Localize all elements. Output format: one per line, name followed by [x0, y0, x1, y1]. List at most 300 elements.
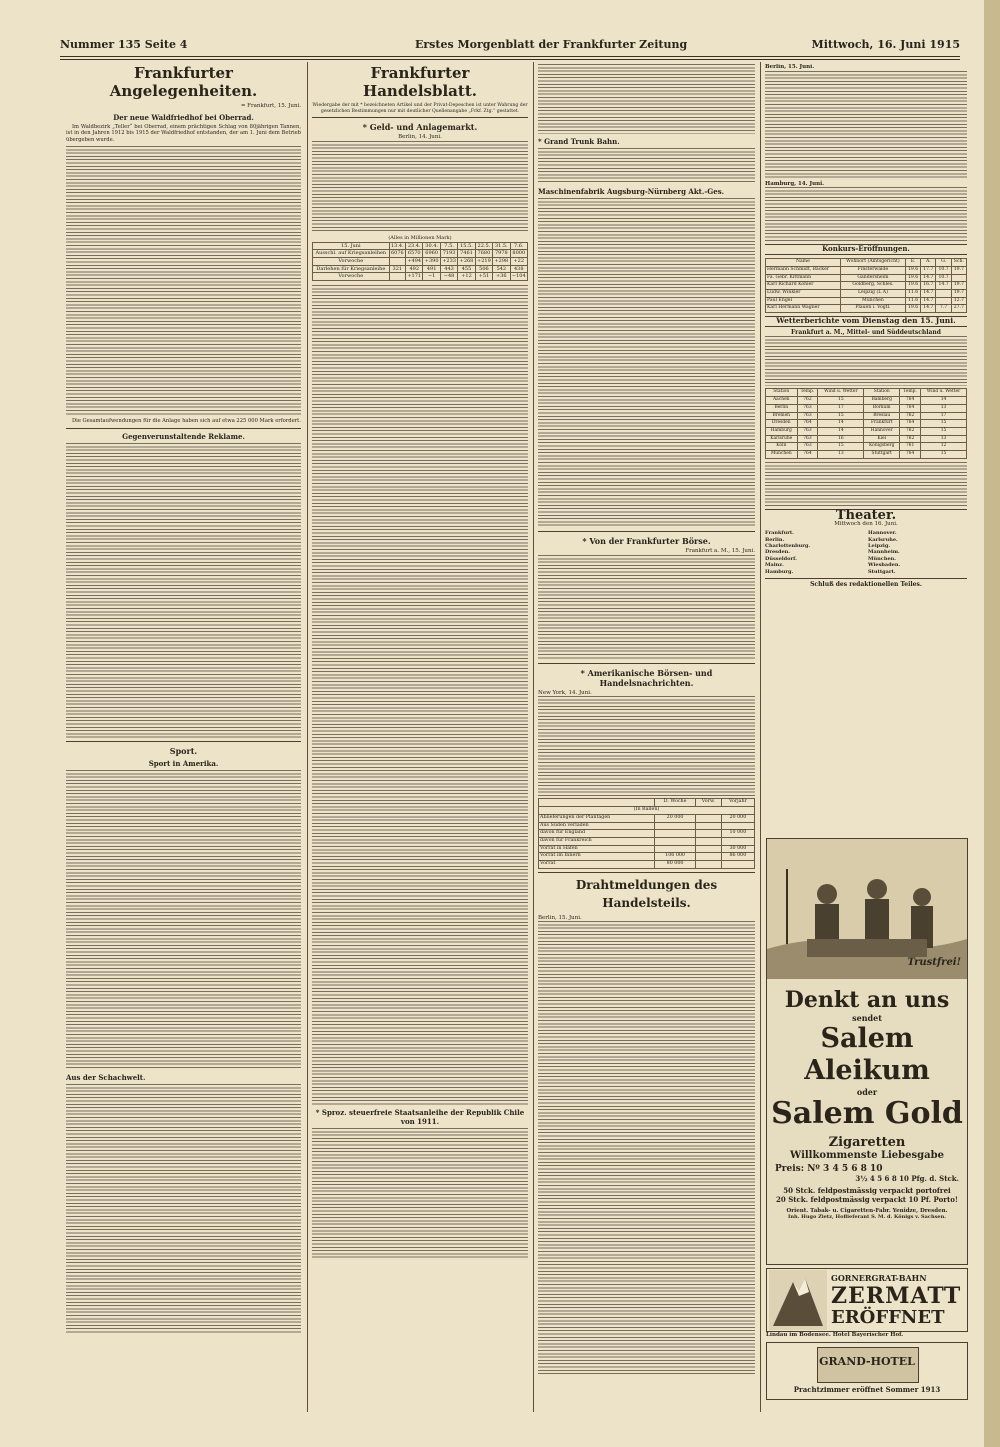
table-cell: 17: [818, 404, 864, 412]
trustfrei-tag: Trustfrei!: [907, 957, 961, 968]
column-trade: [538, 64, 755, 1409]
table-cell: 321: [389, 265, 405, 273]
table-cell: 11.6: [906, 289, 921, 297]
table-cell: Karl Richard Köhler: [766, 282, 841, 290]
theater-city: Hannover.: [868, 530, 897, 537]
hotel-name: GRAND-HOTEL: [819, 1355, 915, 1368]
table-cell: [696, 861, 722, 869]
table-row: [313, 258, 528, 266]
table-cell: 12: [920, 443, 966, 451]
table-header-cell: E.: [906, 259, 921, 267]
table-cell: [655, 837, 696, 845]
zermatt-line2: ZERMATT: [831, 1283, 962, 1309]
table-cell: [721, 861, 754, 869]
table-cell: 764: [900, 420, 921, 428]
weather-table: [765, 388, 967, 458]
table-cell: +171: [407, 273, 422, 280]
table-header-cell: 31.5.: [493, 242, 510, 250]
table-cell: [696, 845, 722, 853]
table-header-cell: Wohnort (Amtsgericht): [840, 259, 905, 267]
table-row: [539, 837, 755, 845]
table-cell: 30 000: [721, 845, 754, 853]
table-cell: Hermann Schmidt, Bäcker: [766, 266, 841, 274]
ad-brand-aleikum: Salem Aleikum: [804, 1023, 930, 1086]
body-text: [765, 187, 967, 241]
table-cell: 106 000: [655, 853, 696, 861]
section-title-sport: Sport.: [169, 745, 198, 756]
table-cell: 506: [475, 265, 492, 273]
header-masthead: Erstes Morgenblatt der Frankfurter Zeitung: [415, 38, 688, 51]
table-cell: Goldberg, Schles.: [840, 282, 905, 290]
table-cell: 764: [900, 404, 921, 412]
table-cell: 7.7: [936, 305, 951, 313]
article-title-schach: Aus der Schachwelt.: [66, 1072, 146, 1082]
ad-brand-gold: Salem Gold: [771, 1096, 963, 1131]
table-cell: Ludw. Winkler: [766, 289, 841, 297]
table-header-cell: 22.5.: [475, 242, 492, 250]
table-cell: Gandersheim: [840, 274, 905, 282]
end-editorial-notice: Schluß des redaktionellen Teiles.: [810, 581, 922, 589]
body-text: [538, 696, 755, 796]
column-handelsblatt: [312, 64, 528, 1409]
table-cell: 86 000: [721, 853, 754, 861]
table-row: [766, 427, 967, 435]
table-cell: −104: [511, 273, 526, 280]
cotton-table: [538, 798, 755, 868]
table-cell: 16: [818, 435, 864, 443]
table-cell: davon für England: [539, 830, 655, 838]
section-title-geldmarkt: * Geld- und Anlagemarkt.: [362, 122, 478, 133]
body-text: [538, 148, 755, 184]
table-cell: 6960: [423, 250, 440, 258]
table-cell: [936, 297, 951, 305]
table-header-cell: Vorw.: [696, 799, 722, 807]
salem-cigarette-ad: [766, 838, 968, 1265]
table-row: [766, 274, 967, 282]
table-cell: 17.7: [921, 266, 936, 274]
table-header-cell: 15.5.: [458, 242, 475, 250]
table-cell: [389, 273, 405, 281]
table-cell: 14.7: [921, 297, 936, 305]
dateline: Hamburg, 14. Juni.: [765, 180, 825, 187]
table-cell: 764: [900, 451, 921, 459]
table-cell: 27.7: [951, 305, 966, 313]
table-cell: 19.6: [906, 266, 921, 274]
table-cell: 438: [510, 265, 527, 273]
table-header-cell: G.: [936, 259, 951, 267]
table-cell: 19.6: [906, 282, 921, 290]
article-title-grand-trunk: * Grand Trunk Bahn.: [538, 137, 620, 146]
table-cell: Vorrat in Häfen: [539, 845, 655, 853]
table-cell: 11.6: [906, 297, 921, 305]
table-row: [766, 451, 967, 459]
table-cell: +36: [493, 273, 510, 281]
table-cell: Paul Engel: [766, 297, 841, 305]
body-text: [312, 1128, 528, 1258]
column-markets: [765, 64, 967, 834]
table-cell: 764: [797, 451, 818, 459]
konkurs-table: [765, 258, 967, 313]
table-cell: 7680: [475, 250, 492, 258]
table-header-cell: [539, 799, 655, 807]
ad-slogan: Willkommenste Liebesgabe: [790, 1150, 944, 1161]
table-row: [313, 265, 528, 273]
table-cell: 19.6: [906, 305, 921, 313]
section-title-handelsblatt: Frankfurter Handelsblatt.: [363, 64, 477, 100]
table-cell: 764: [900, 397, 921, 405]
table-header-cell: Temp.: [900, 389, 921, 397]
table-cell: Finsterwalde: [840, 266, 905, 274]
table-cell: Vorwoche: [313, 273, 390, 281]
ad-subline: sendet: [852, 1013, 882, 1023]
body-text: [66, 443, 301, 738]
theater-city: Düsseldorf.: [765, 555, 797, 562]
table-row: [766, 289, 967, 297]
table-header-cell: Sch.: [951, 259, 966, 267]
zermatt-line1: GORNERGRAT-BAHN: [831, 1273, 927, 1283]
article-title-waldfriedhof: Der neue Waldfriedhof bei Oberrad.: [113, 112, 254, 122]
body-text: [765, 71, 967, 179]
header-issue: Nummer 135 Seite 4: [60, 38, 188, 51]
table-header-cell: 13.4.: [390, 242, 404, 249]
table-cell: Hamburg: [766, 427, 798, 435]
ad-price-block: [775, 1164, 959, 1183]
section-title-weather: Wetterberichte vom Dienstag den 15. Juni.: [765, 316, 967, 327]
divider: [538, 872, 755, 873]
article-title-man: Maschinenfabrik Augsburg-Nürnberg Akt.-Ges.: [538, 187, 725, 196]
matterhorn-icon: [769, 1270, 827, 1330]
table-cell: 19.6: [906, 274, 921, 282]
table-cell: 764: [797, 420, 818, 428]
section-title-drahtmeldungen: Drahtmeldungen des Handelsteils.: [575, 877, 718, 910]
section-title-amerika: * Amerikanische Börsen- und Handelsnachrichten.: [580, 667, 713, 688]
table-cell: Vorrat im Innern: [539, 853, 655, 861]
table-row: [766, 305, 967, 313]
table-row: [313, 273, 528, 281]
table-cell: Plauen i. Vogtl.: [840, 305, 905, 313]
body-text: [538, 555, 755, 660]
divider: [66, 741, 301, 742]
table-header-cell: Wind u. Wetter: [818, 389, 864, 397]
table-cell: [696, 853, 722, 861]
table-cell: 14.7: [921, 274, 936, 282]
table-header-cell: 7.5.: [440, 242, 457, 250]
table-row: [539, 822, 755, 830]
price-label: Preis:: [775, 1164, 805, 1174]
table-cell: [696, 814, 722, 822]
table-cell: Köln: [766, 443, 798, 451]
table-cell: Borkum: [864, 404, 900, 412]
price-pf: 3½ 4 5 6 8 10 Pfg. d. Stck.: [855, 1174, 959, 1183]
table-cell: 763: [797, 404, 818, 412]
price-numbers: Nº 3 4 5 6 8 10: [807, 1164, 883, 1174]
table-header-cell: 15. Juni: [313, 242, 390, 250]
table-cell: 15: [920, 451, 966, 459]
table-row: [766, 397, 967, 405]
table-cell: 7193: [440, 250, 457, 258]
table-cell: 14: [920, 397, 966, 405]
table-row: [766, 282, 967, 290]
table-row: [766, 435, 967, 443]
table-cell: 13: [920, 404, 966, 412]
table-cell: 763: [797, 435, 818, 443]
ad-headline: Denkt an uns: [784, 987, 950, 1013]
table-cell: [655, 822, 696, 830]
table-cell: Aachen: [766, 397, 798, 405]
table-cell: Aus Süden verladen: [539, 822, 655, 830]
table-header-cell: 7.6.: [510, 242, 527, 250]
section-title-theater: Theater.: [835, 507, 897, 523]
table-cell: 19.7: [951, 282, 966, 290]
table-cell: 19.7: [951, 266, 966, 274]
table-cell: −1: [423, 273, 440, 281]
table-cell: Bamberg: [864, 397, 900, 405]
table-cell: Bremen: [766, 412, 798, 420]
table-cell: 761: [900, 443, 921, 451]
table-cell: Ablieferungen der Plantagen: [539, 814, 655, 822]
table-row: [766, 297, 967, 305]
table-cell: München: [840, 297, 905, 305]
theater-city: Mainz.: [765, 562, 784, 569]
body-text: [765, 336, 967, 386]
table-cell: +219: [477, 258, 491, 264]
table-header-cell: 30.4.: [423, 242, 440, 250]
table-cell: 7978: [493, 250, 510, 258]
dateline: Berlin, 15. Juni.: [538, 914, 582, 921]
table-header-cell: D. Woche: [655, 799, 696, 807]
table-cell: 20 000: [721, 814, 754, 822]
theater-city: Frankfurt.: [765, 530, 794, 537]
table-cell: 10.7: [936, 266, 951, 274]
table-cell: 20 000: [655, 814, 696, 822]
table-cell: davon für Frankreich: [539, 837, 655, 845]
table-cell: −48: [440, 273, 457, 281]
zermatt-line3: ERÖFFNET: [831, 1307, 945, 1328]
table-cell: 443: [440, 265, 457, 273]
theater-city: Hamburg.: [765, 568, 794, 575]
weather-subtitle: Frankfurt a. M., Mittel- und Süddeutschland: [791, 328, 941, 336]
table-cell: 15: [818, 397, 864, 405]
theater-city: Charlottenburg.: [765, 542, 811, 549]
header-rule-2: [60, 59, 960, 60]
divider: [312, 117, 528, 118]
table-cell: 16.7: [921, 282, 936, 290]
reprint-notice: Wiedergabe der mit * bezeichneten Artikel und der Privat-Depeschen ist unter Wahrung der gesetzlichen Bestimmungen nur mit deutlicher Quellenangabe „Frkf. Ztg.“ gestattet.: [312, 103, 528, 114]
table-cell: Fa. Gebr. Kittmann: [766, 274, 841, 282]
table-cell: 763: [797, 412, 818, 420]
table-cell: Darlehen für Kriegsanleihe: [313, 265, 390, 273]
table-cell: 10.7: [936, 274, 951, 282]
table-cell: 762: [900, 412, 921, 420]
table-cell: Stuttgart: [864, 451, 900, 459]
table-cell: Berlin: [766, 404, 798, 412]
table-cell: [696, 837, 722, 845]
theater-city: Berlin.: [765, 536, 785, 543]
article-title-sport-amerika: Sport in Amerika.: [148, 758, 219, 768]
table-cell: [655, 830, 696, 838]
table-cell: [389, 258, 405, 266]
table-cell: Frankfurt: [864, 420, 900, 428]
table-cell: +494: [407, 258, 422, 264]
table-cell: 492: [406, 265, 423, 273]
table-cell: Vorwoche: [313, 258, 390, 266]
table-cell: 15: [818, 412, 864, 420]
table-cell: 491: [423, 265, 440, 273]
article-lead: Im Waldbezirk „Teller“ bei Oberrad, einem prächtigen Schlag von 80jährigen Tannen, ist in den Jahren 1912 bis 1915 der Waldfriedhof entstanden, der am 1. Juni dem Betrieb übergeben wurde.: [66, 123, 301, 144]
article-title-reklame: Gegenverunstaltende Reklame.: [122, 431, 245, 441]
divider: [66, 428, 301, 429]
theater-city: Mannheim.: [868, 549, 900, 556]
table-cell: 762: [900, 427, 921, 435]
section-title-boerse: * Von der Frankfurter Börse.: [582, 536, 711, 546]
table-cell: 7461: [458, 250, 475, 258]
table-cell: 542: [493, 265, 510, 273]
table-row: [766, 412, 967, 420]
table-header-cell: 23.4.: [406, 242, 423, 250]
theater-city: Karlsruhe.: [868, 536, 898, 543]
table-header-cell: Vorjahr: [721, 799, 754, 807]
table-cell: 13: [818, 451, 864, 459]
body-text: [538, 198, 755, 528]
table-cell: Leipzig (L A): [840, 289, 905, 297]
hotel-tagline: Prachtzimmer eröffnet Sommer 1913: [793, 1385, 941, 1394]
body-text: [66, 770, 301, 1070]
dateline: Berlin, 14. Juni.: [398, 134, 442, 141]
table-cell: 12.7: [951, 297, 966, 305]
table-cell: Dresden: [766, 420, 798, 428]
page-header: [60, 38, 960, 56]
page-edge: [984, 0, 1000, 1447]
table-header-cell: Station: [766, 389, 798, 397]
table-row: [539, 814, 755, 822]
table-cell: 6076: [390, 250, 404, 257]
table-header-cell: Wind u. Wetter: [920, 389, 966, 397]
table-cell: Hannover: [864, 427, 900, 435]
theater-city: München.: [868, 555, 897, 562]
section-title-konkurs: Konkurs-Eröffnungen.: [765, 244, 967, 255]
theater-date: Mittwoch den 16. Juni.: [834, 521, 898, 528]
table-cell: 19.7: [951, 289, 966, 297]
lindau-ad: Lindau im Bodensee. Hotel Bayerischer Hof.: [766, 1332, 904, 1338]
table-cell: 13: [920, 435, 966, 443]
table-cell: 17: [920, 412, 966, 420]
dateline: New York, 14. Juni.: [538, 689, 592, 696]
divider: [765, 578, 967, 579]
table-cell: 15: [920, 420, 966, 428]
table-cell: Karl Hermann Wagner: [766, 305, 841, 313]
divider: [538, 531, 755, 532]
dateline: = Frankfurt, 15. Juni.: [240, 103, 301, 109]
table-cell: (In Ballen): [539, 807, 755, 815]
theater-city: Stuttgart.: [868, 568, 896, 575]
table-cell: 15: [920, 427, 966, 435]
table-row: [313, 250, 528, 258]
body-text: [66, 1084, 301, 1334]
table-cell: 763: [797, 427, 818, 435]
table-row: [766, 420, 967, 428]
table-cell: Vorrat: [539, 861, 655, 869]
zermatt-ad: [766, 1268, 968, 1332]
table-cell: 14: [818, 427, 864, 435]
table-cell: Kiel: [864, 435, 900, 443]
table-cell: +298: [494, 258, 509, 264]
table-header-cell: Name: [766, 259, 841, 267]
ad-pack-2: 20 Stck. feldpostmässig verpackt 10 Pf. Porto!: [776, 1195, 958, 1204]
table-cell: 80 000: [655, 861, 696, 869]
theater-city: Dresden.: [765, 549, 791, 556]
table-cell: +233: [442, 258, 456, 264]
ad-product: Zigaretten: [828, 1135, 906, 1150]
table-cell: 762: [797, 397, 818, 405]
table-cell: [951, 274, 966, 282]
header-rule: [60, 56, 960, 57]
table-cell: 15: [818, 443, 864, 451]
table-row: [766, 443, 967, 451]
table-cell: 14.7: [936, 282, 951, 290]
table-cell: +390: [424, 258, 439, 264]
table-cell: +22: [510, 258, 527, 266]
column-divider: [760, 62, 761, 1412]
table-row: [539, 830, 755, 838]
table-cell: +12: [458, 273, 475, 281]
table-cell: Königsberg: [864, 443, 900, 451]
theater-listings: [765, 530, 967, 575]
table-cell: [721, 837, 754, 845]
table-cell: 762: [900, 435, 921, 443]
table-cell: [655, 845, 696, 853]
dateline: Berlin, 15. Juni.: [765, 64, 815, 70]
table-caption: (Alles in Millionen Mark): [388, 234, 452, 241]
table-cell: 6570: [406, 250, 423, 258]
column-divider: [307, 62, 308, 1412]
section-title-local: Frankfurter Angelegenheiten.: [109, 64, 258, 100]
dateline: Frankfurt a. M., 15. Juni.: [685, 548, 755, 554]
table-cell: 14.7: [921, 305, 936, 313]
table-row: [539, 845, 755, 853]
table-cell: [696, 830, 722, 838]
ad-or: oder: [856, 1087, 878, 1097]
table-cell: Breslau: [864, 412, 900, 420]
table-cell: Ausschl. auf Kriegsanleihen: [313, 250, 390, 258]
theater-city: Leipzig.: [868, 542, 891, 549]
table-cell: 8000: [510, 250, 527, 258]
body-text: [538, 64, 755, 134]
article-end: Die Gesamtaufwendungen für die Anlage haben sich auf etwa 225 000 Mark erfordert.: [72, 417, 301, 424]
table-cell: 455: [458, 265, 475, 273]
header-date: Mittwoch, 16. Juni 1915: [811, 38, 960, 51]
column-divider: [533, 62, 534, 1412]
ad-maker-2: Inh. Hugo Zietz, Hoflieferant S. M. d. Königs v. Sachsen.: [788, 1214, 946, 1220]
table-header-cell: Station: [864, 389, 900, 397]
table-cell: 14: [818, 420, 864, 428]
table-cell: +51: [475, 273, 492, 281]
table-row: [539, 861, 755, 869]
body-text: [765, 462, 967, 506]
grand-hotel-ad: [766, 1342, 968, 1400]
theater-city: Wiesbaden.: [868, 562, 901, 569]
table-cell: 14.7: [921, 289, 936, 297]
ad-pack-1: 50 Stck. feldpostmässig verpackt portofrei: [783, 1186, 951, 1195]
table-cell: 10 000: [721, 830, 754, 838]
table-cell: [721, 822, 754, 830]
body-text: [312, 141, 528, 233]
column-local-news: [66, 64, 301, 1409]
table-cell: [936, 289, 951, 297]
body-text: [538, 921, 755, 1376]
body-text: [66, 146, 301, 416]
table-header-cell: Temp.: [797, 389, 818, 397]
table-header-cell: A.: [921, 259, 936, 267]
